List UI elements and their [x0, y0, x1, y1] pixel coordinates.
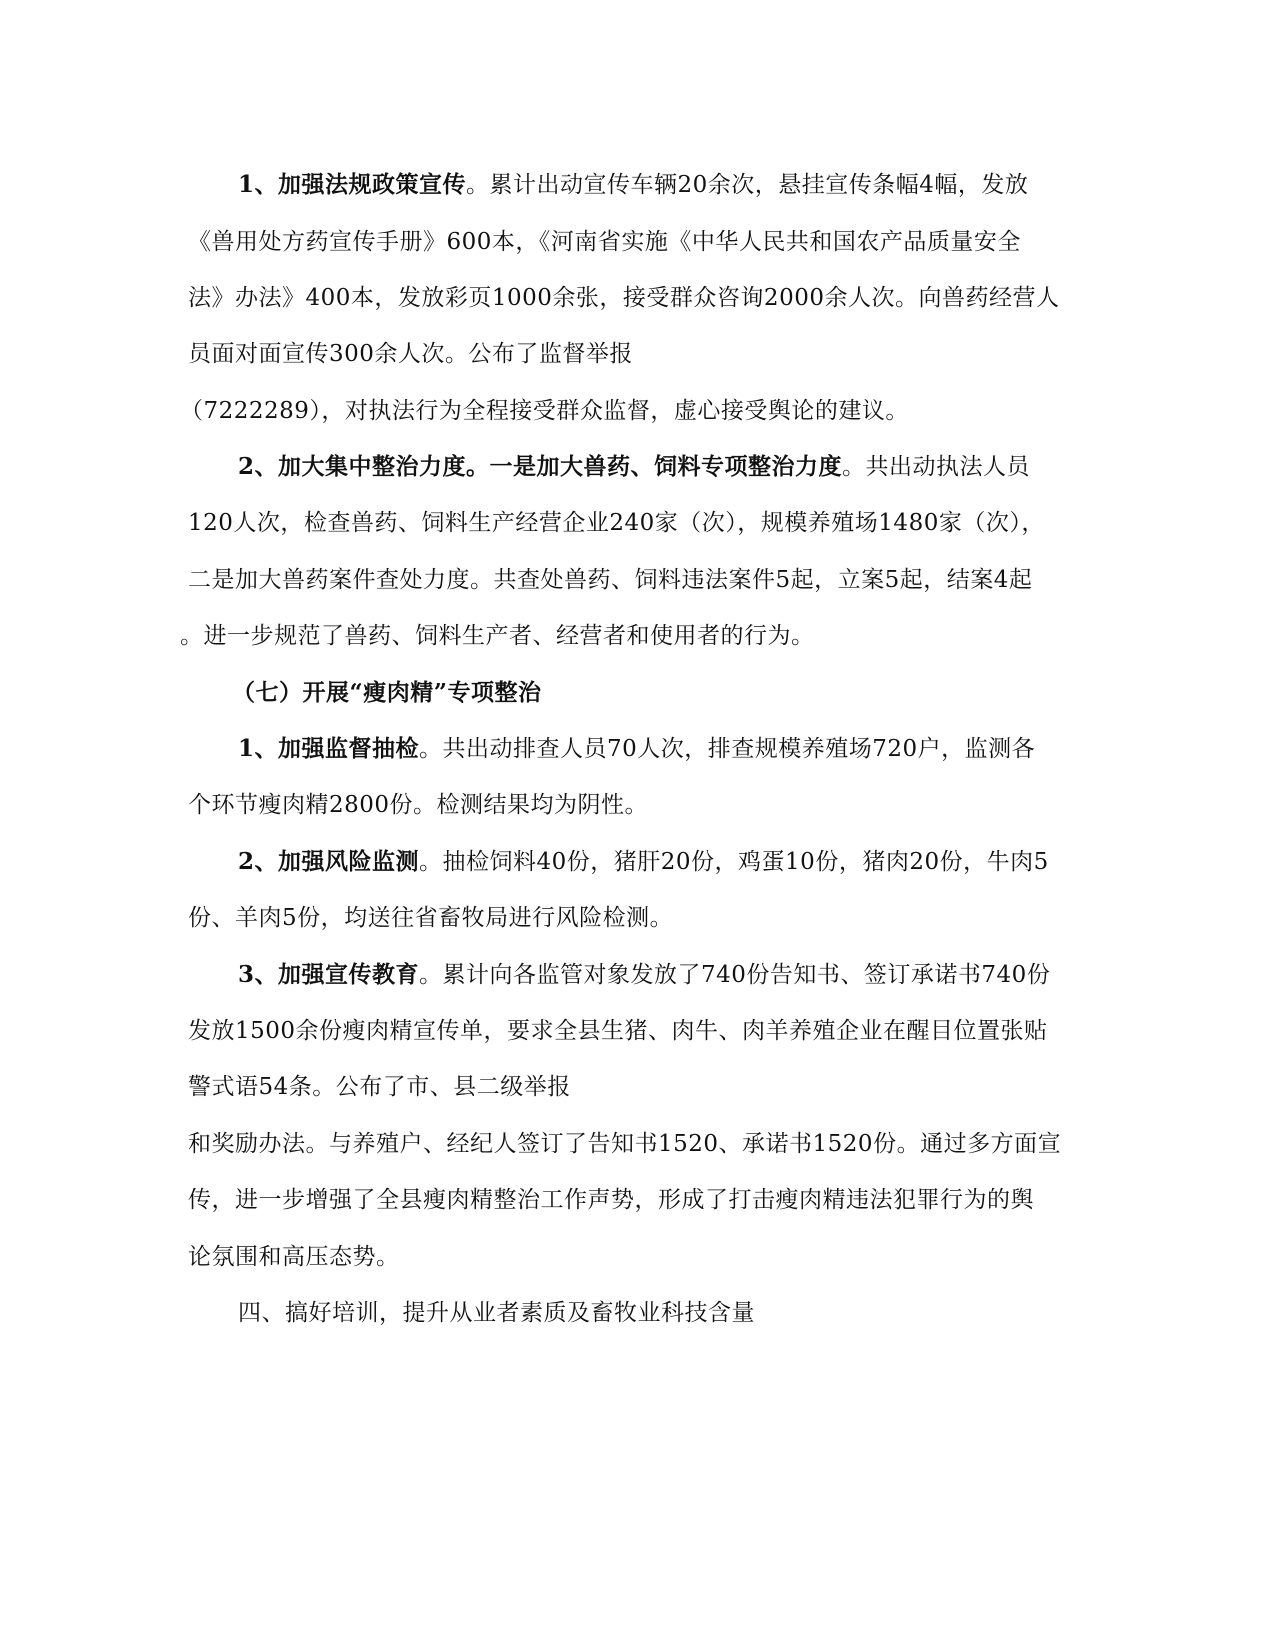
paragraph-line: 份、羊肉5份，均送往省畜牧局进行风险检测。	[188, 905, 674, 931]
paragraph-line: 。进一步规范了兽药、饲料生产者、经营者和使用者的行为。	[180, 623, 815, 649]
paragraph-line: 二是加大兽药案件查处力度。共查处兽药、饲料违法案件5起，立案5起，结案4起	[188, 567, 1033, 593]
paragraph-heading: 1、加强监督抽检	[238, 735, 420, 762]
paragraph-line: 论氛围和高压态势。	[188, 1244, 400, 1270]
paragraph-line: （7222289），对执法行为全程接受群众监督，虚心接受舆论的建议。	[180, 398, 909, 424]
paragraph-text: 。共出动执法人员	[842, 454, 1031, 480]
paragraph-heading: 1、加强法规政策宣传	[238, 171, 467, 198]
paragraph-line: 法》办法》400本，发放彩页1000余张，接受群众咨询2000余人次。向兽药经营人	[188, 285, 1060, 311]
paragraph-text: 。抽检饲料40份，猪肝20份，鸡蛋10份，猪肉20份，牛肉5	[419, 849, 1049, 875]
paragraph-line: 和奖励办法。与养殖户、经纪人签订了告知书1520、承诺书1520份。通过多方面宣	[188, 1131, 1062, 1157]
section-title: 四、搞好培训，提升从业者素质及畜牧业科技含量	[238, 1300, 755, 1326]
paragraph-line: 120人次，检查兽药、饲料生产经营企业240家（次），规模养殖场1480家（次），	[188, 510, 1045, 536]
paragraph-line: 个环节瘦肉精2800份。检测结果均为阴性。	[188, 792, 649, 818]
paragraph-line: 传，进一步增强了全县瘦肉精整治工作声势，形成了打击瘦肉精违法犯罪行为的舆	[188, 1187, 1034, 1213]
paragraph-heading: 2、加大集中整治力度。一是加大兽药、饲料专项整治力度	[238, 453, 843, 480]
paragraph-line	[238, 170, 1028, 200]
paragraph-heading: 3、加强宣传教育	[238, 961, 420, 988]
paragraph-heading: 2、加强风险监测	[238, 848, 420, 875]
section-title: （七）开展“瘦肉精”专项整治	[232, 679, 542, 706]
paragraph-line	[238, 452, 1030, 482]
paragraph-text: 。累计出动宣传车辆20余次，悬挂宣传条幅4幅，发放	[466, 172, 1029, 198]
paragraph-line: 员面对面宣传300余人次。公布了监督举报	[188, 341, 633, 367]
paragraph-text: 。共出动排查人员70人次，排查规模养殖场720户，监测各	[419, 736, 1036, 762]
paragraph-line	[238, 734, 1035, 764]
paragraph-line	[238, 847, 1049, 877]
paragraph-line	[238, 960, 1050, 990]
paragraph-line: 《兽用处方药宣传手册》600本，《河南省实施《中华人民共和国农产品质量安全	[188, 229, 1021, 255]
paragraph-line: 警式语54条。公布了市、县二级举报	[188, 1074, 571, 1100]
paragraph-text: 。累计向各监管对象发放了740份告知书、签订承诺书740份	[419, 962, 1051, 988]
paragraph-line: 发放1500余份瘦肉精宣传单，要求全县生猪、肉牛、肉羊养殖企业在醒目位置张贴	[188, 1018, 1048, 1044]
